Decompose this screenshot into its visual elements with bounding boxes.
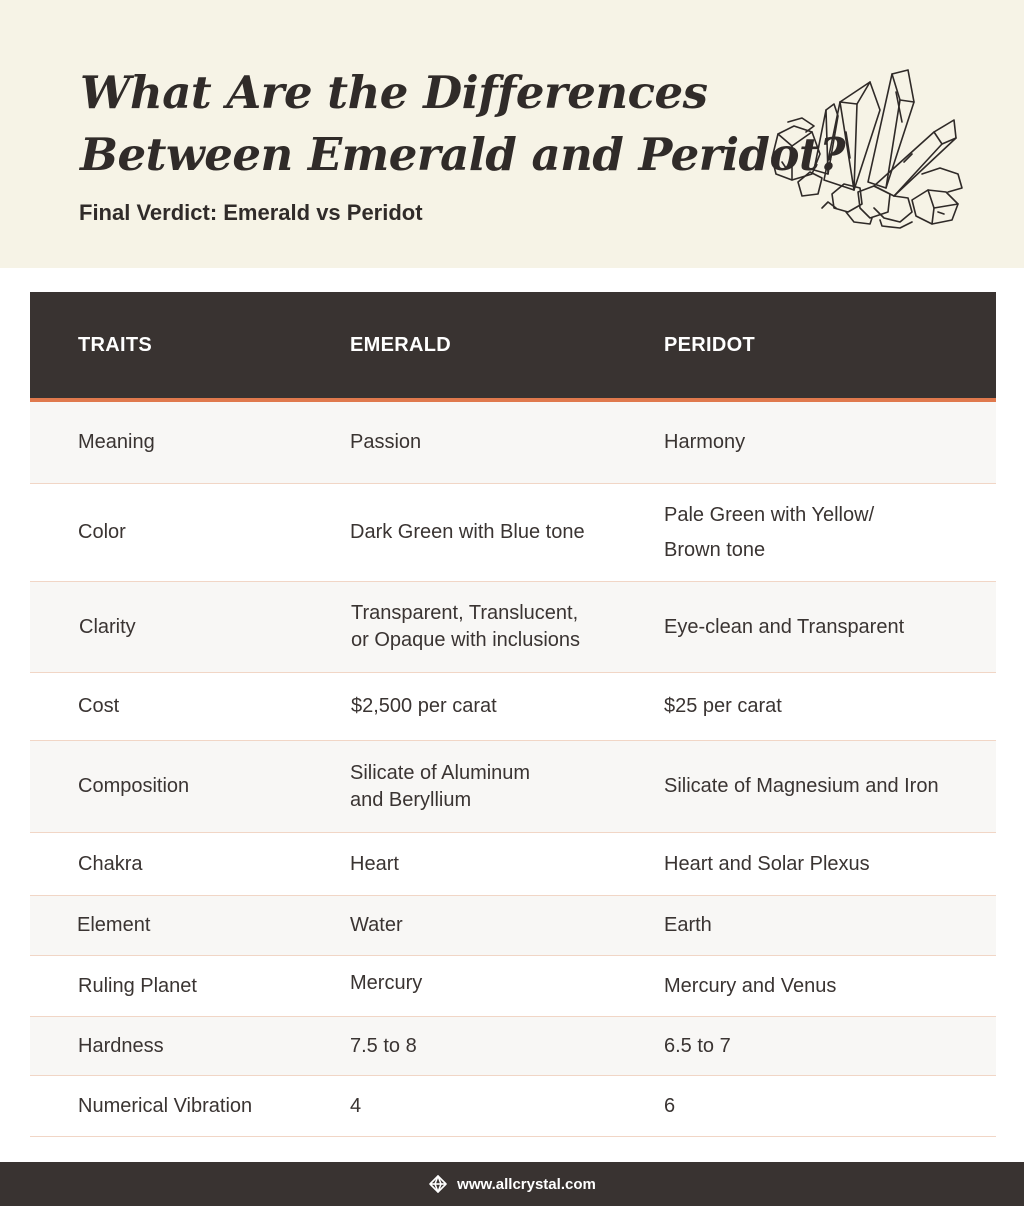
emerald-cell [350, 741, 640, 832]
trait-cell: Numerical Vibration [78, 1094, 253, 1117]
table-row [30, 484, 996, 582]
column-header-peridot: PERIDOT [664, 333, 755, 356]
table-header-row [30, 292, 996, 402]
trait-cell: Hardness [78, 1034, 164, 1057]
peridot-cell-line: Pale Green with Yellow/ [664, 503, 875, 526]
emerald-cell: Passion [350, 431, 422, 453]
emerald-cell: 7.5 to 8 [350, 1034, 417, 1057]
trait-cell: Cost [78, 695, 120, 717]
peridot-cell: 6.5 to 7 [664, 1034, 731, 1057]
emerald-cell: 4 [350, 1094, 362, 1117]
table-row [30, 402, 996, 484]
footer-url-link[interactable]: www.allcrystal.com [457, 1175, 596, 1193]
column-header-emerald: EMERALD [350, 333, 451, 356]
peridot-cell: Eye-clean and Transparent [664, 615, 905, 638]
emerald-cell-line: or Opaque with inclusions [351, 629, 581, 651]
emerald-cell-line: Transparent, Translucent, [351, 602, 579, 624]
peridot-cell: Harmony [664, 431, 746, 453]
peridot-cell: $25 per carat [664, 695, 782, 717]
table-row [30, 956, 996, 1017]
emerald-cell: Dark Green with Blue tone [350, 521, 585, 543]
emerald-cell: Water [350, 914, 403, 936]
peridot-cell: Heart and Solar Plexus [664, 852, 870, 875]
table-row [30, 673, 996, 741]
column-header-traits: TRAITS [78, 333, 153, 356]
peridot-cell-line: Brown tone [664, 538, 766, 561]
emerald-cell: $2,500 per carat [351, 695, 497, 717]
page-title-line-1: What Are the Differences [80, 66, 708, 119]
trait-cell: Color [78, 521, 126, 543]
emerald-cell: Mercury [350, 972, 423, 994]
allcrystal-logo-icon [428, 1174, 448, 1194]
table-row [30, 833, 996, 896]
page-title [80, 62, 846, 186]
table-row [30, 582, 996, 673]
table-row [30, 741, 996, 833]
emerald-cell-line: and Beryllium [350, 788, 472, 811]
page-subtitle: Final Verdict: Emerald vs Peridot [79, 200, 423, 225]
trait-cell: Element [77, 914, 151, 936]
peridot-cell: Silicate of Magnesium and Iron [664, 775, 939, 797]
trait-cell: Clarity [79, 615, 136, 638]
trait-cell: Ruling Planet [78, 974, 197, 997]
trait-cell: Meaning [78, 431, 155, 453]
table-row [30, 1017, 996, 1076]
crystal-cluster-icon [762, 62, 974, 232]
peridot-cell [664, 484, 984, 581]
emerald-cell-line: Silicate of Aluminum [350, 761, 531, 784]
peridot-cell: 6 [664, 1094, 676, 1117]
table-row [30, 896, 996, 956]
peridot-cell: Mercury and Venus [664, 974, 837, 997]
footer-bar [0, 1162, 1024, 1206]
trait-cell: Composition [78, 775, 190, 797]
comparison-table [30, 292, 996, 1137]
page-title-line-2: Between Emerald and Peridot? [80, 128, 846, 181]
trait-cell: Chakra [78, 852, 143, 875]
peridot-cell: Earth [664, 914, 712, 936]
header-banner [0, 0, 1024, 268]
table-row [30, 1076, 996, 1137]
emerald-cell: Heart [350, 852, 399, 875]
emerald-cell [351, 582, 641, 672]
